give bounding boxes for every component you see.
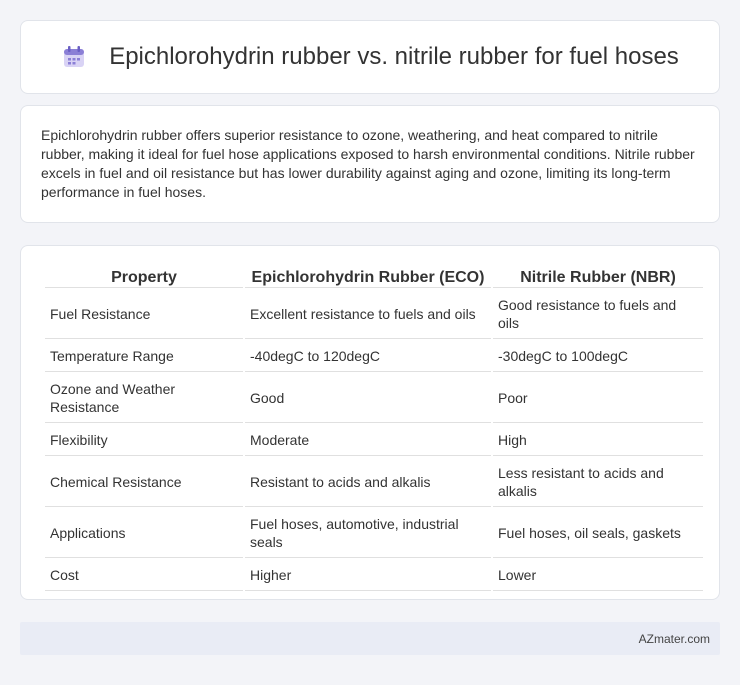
calendar-icon [61,44,87,70]
cell-nbr: -30degC to 100degC [493,341,703,372]
cell-eco: Excellent resistance to fuels and oils [245,290,491,339]
cell-eco: Higher [245,560,491,591]
summary-card [20,105,720,223]
cell-eco: Resistant to acids and alkalis [245,458,491,507]
cell-nbr: Less resistant to acids and alkalis [493,458,703,507]
cell-property: Temperature Range [45,341,243,372]
cell-eco: Moderate [245,425,491,456]
cell-property: Applications [45,509,243,558]
cell-nbr: Good resistance to fuels and oils [493,290,703,339]
cell-property: Ozone and Weather Resistance [45,374,243,423]
footer [20,622,720,655]
comparison-table [43,266,705,593]
header-nbr: Nitrile Rubber (NBR) [493,268,703,288]
cell-property: Cost [45,560,243,591]
cell-nbr: High [493,425,703,456]
cell-eco: Good [245,374,491,423]
table-row [45,509,703,558]
table-row [45,374,703,423]
table-row [45,458,703,507]
cell-property: Chemical Resistance [45,458,243,507]
table-header-row [45,268,703,288]
cell-property: Fuel Resistance [45,290,243,339]
title-card [20,20,720,94]
table-row [45,290,703,339]
header-eco: Epichlorohydrin Rubber (ECO) [245,268,491,288]
cell-property: Flexibility [45,425,243,456]
table-row [45,425,703,456]
page-title: Epichlorohydrin rubber vs. nitrile rubber for fuel hoses [109,43,679,70]
comparison-table-card [20,245,720,600]
cell-eco: Fuel hoses, automotive, industrial seals [245,509,491,558]
table-row [45,341,703,372]
header-property: Property [45,268,243,288]
table-row [45,560,703,591]
footer-brand[interactable]: AZmater.com [638,631,710,646]
cell-nbr: Lower [493,560,703,591]
summary-text: Epichlorohydrin rubber offers superior resistance to ozone, weathering, and heat compared to nitrile rubber, making it ideal for fuel hose applications exposed to harsh environmental conditions. Nitrile rubber excels in fuel and oil resistance but has lower durability against aging and ozone, limiting its long-term performance in fuel hoses. [41,127,695,200]
cell-eco: -40degC to 120degC [245,341,491,372]
cell-nbr: Fuel hoses, oil seals, gaskets [493,509,703,558]
cell-nbr: Poor [493,374,703,423]
